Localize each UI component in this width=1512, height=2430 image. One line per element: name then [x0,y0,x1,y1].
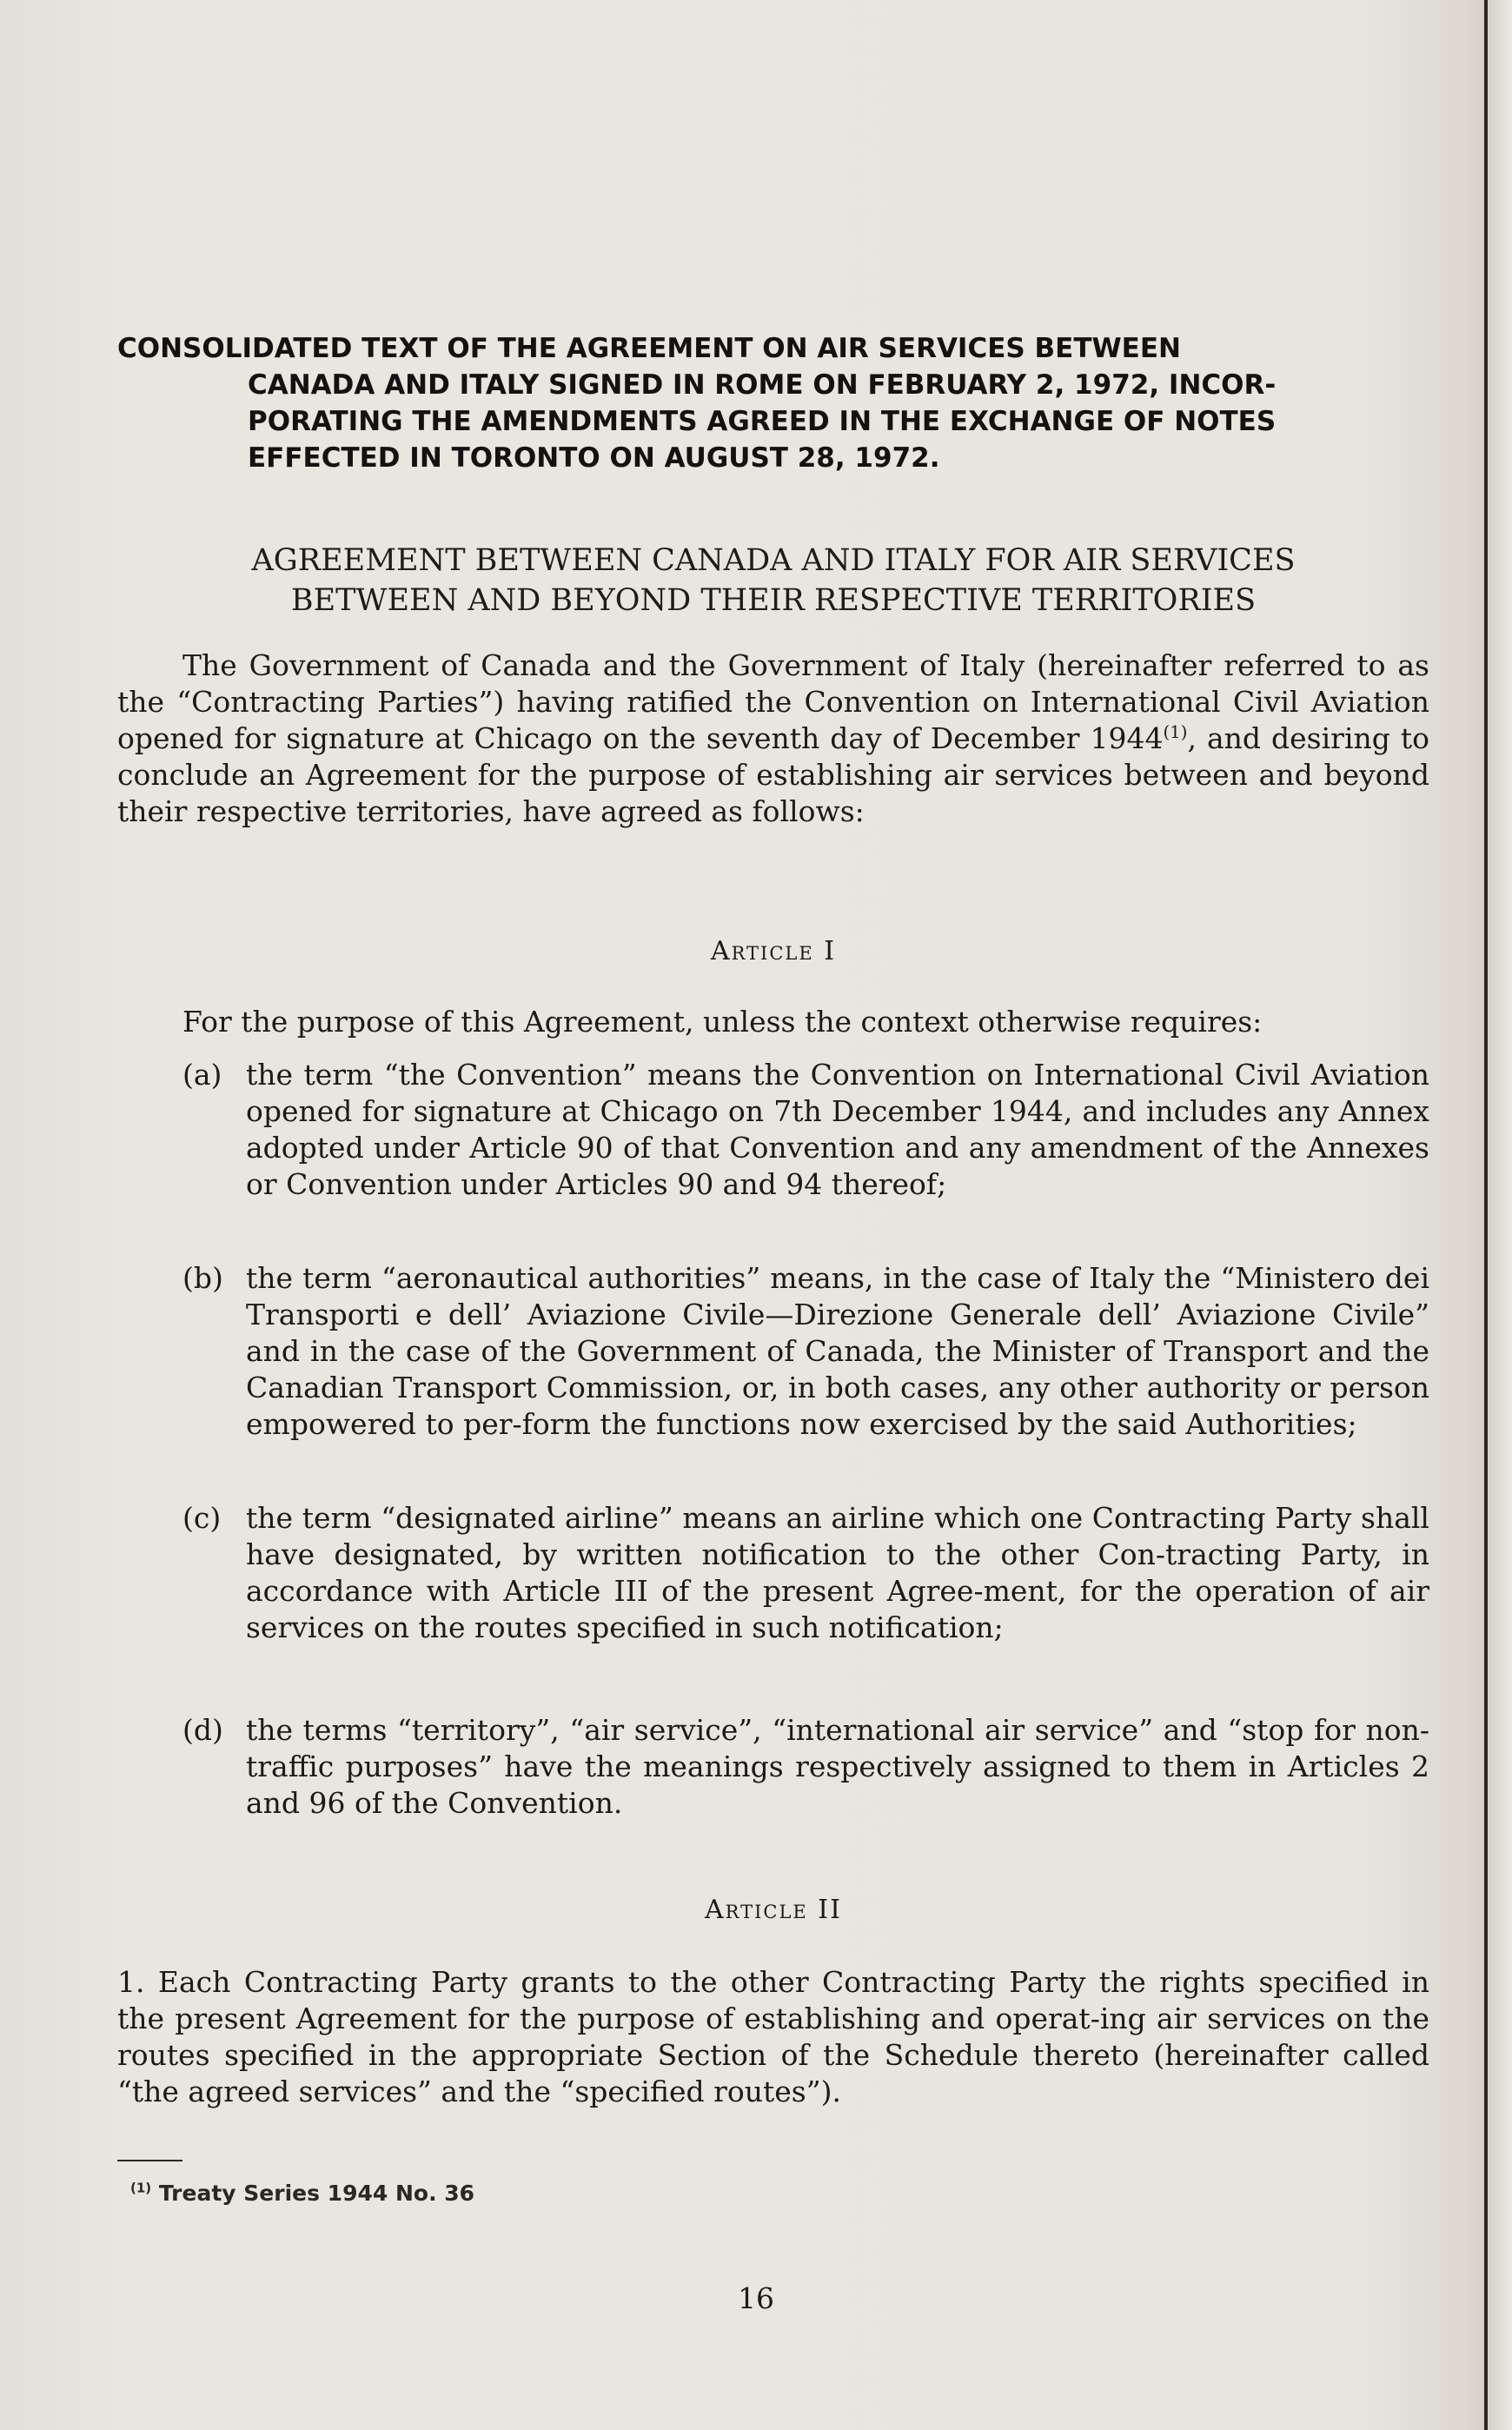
preamble-text-cont: , and desiring to conclude an Agreement for the purpose of establishing air services between and beyond their respective territories, have agreed as follows: [117,721,1429,828]
preamble-paragraph [117,647,1429,830]
page-number: 16 [738,2281,774,2315]
binding-shadow [1488,0,1512,2430]
agreement-title-line-2: BETWEEN AND BEYOND THEIR RESPECTIVE TERRITORIES [290,583,1257,618]
footnote-marker: (1) [130,2180,152,2196]
article-2-heading: Article II [705,1895,842,1925]
item-label: (a) [182,1058,222,1092]
heading-line-4: EFFECTED IN TORONTO ON AUGUST 28, 1972. [248,442,940,474]
footnote-divider [117,2160,182,2161]
definition-item [182,1712,1429,1822]
item-text: the terms “territory”, “air service”, “international air service” and “stop for non-traffic purposes” have the meanings respectively assigned to them in Articles 2 and 96 of the Convention. [246,1713,1429,1820]
article-1-heading: Article I [710,936,837,966]
consolidated-text-heading [117,330,1429,476]
definition-item [182,1057,1429,1203]
article-2-paragraph-1: 1. Each Contracting Party grants to the other Contracting Party the rights specified in the present Agreement for the purpose of establishing and operat-ing air services on the routes specified in the appropriate Section of the Schedule thereto (hereinafter called “the agreed services” and the “specified routes”). [117,1965,1429,2108]
footnote [130,2180,474,2208]
article-1-lead: For the purpose of this Agreement, unless the context otherwise requires: [182,1005,1263,1039]
preamble-text: The Government of Canada and the Government of Italy (hereinafter referred to as the “Contracting Parties”) having ratified the Convention on International Civil Aviation opened for signature at Chicago on the seventh day of December 1944 [117,648,1429,755]
item-label: (c) [182,1501,222,1535]
item-text: the term “aeronautical authorities” means, in the case of Italy the “Ministero dei Transporti e dell’ Aviazione Civile—Direzione Generale dell’ Aviazione Civile” and in the case of the Government of Canada, the Minister of Transport and the Canadian Transport Commission, or, in both cases, any other authority or person empowered to per-form the functions now exercised by the said Authorities; [246,1261,1429,1441]
definition-item [182,1500,1429,1646]
item-label: (d) [182,1713,223,1747]
agreement-title [117,541,1429,621]
item-label: (b) [182,1261,223,1295]
heading-line-1: CONSOLIDATED TEXT OF THE AGREEMENT ON AIR SERVICES BETWEEN [117,333,1181,364]
page-edge [1484,0,1488,2430]
definition-item [182,1260,1429,1443]
item-text: the term “designated airline” means an airline which one Contracting Party shall have designated, by written notification to the other Con-tracting Party, in accordance with Article III of the present Agree-ment, for the operation of air services on the routes specified in such notification; [246,1501,1429,1644]
item-text: the term “the Convention” means the Convention on International Civil Aviation opened for signature at Chicago on 7th December 1944, and includes any Annex adopted under Article 90 of that Convention and any amendment of the Annexes or Convention under Articles 90 and 94 thereof; [246,1058,1429,1201]
heading-line-3: PORATING THE AMENDMENTS AGREED IN THE EXCHANGE OF NOTES [248,406,1277,437]
agreement-title-line-1: AGREEMENT BETWEEN CANADA AND ITALY FOR AIR SERVICES [251,543,1296,578]
footnote-text: Treaty Series 1944 No. 36 [158,2181,475,2206]
heading-line-2: CANADA AND ITALY SIGNED IN ROME ON FEBRUARY 2, 1972, INCOR- [248,369,1277,401]
footnote-reference: (1) [1163,722,1188,742]
